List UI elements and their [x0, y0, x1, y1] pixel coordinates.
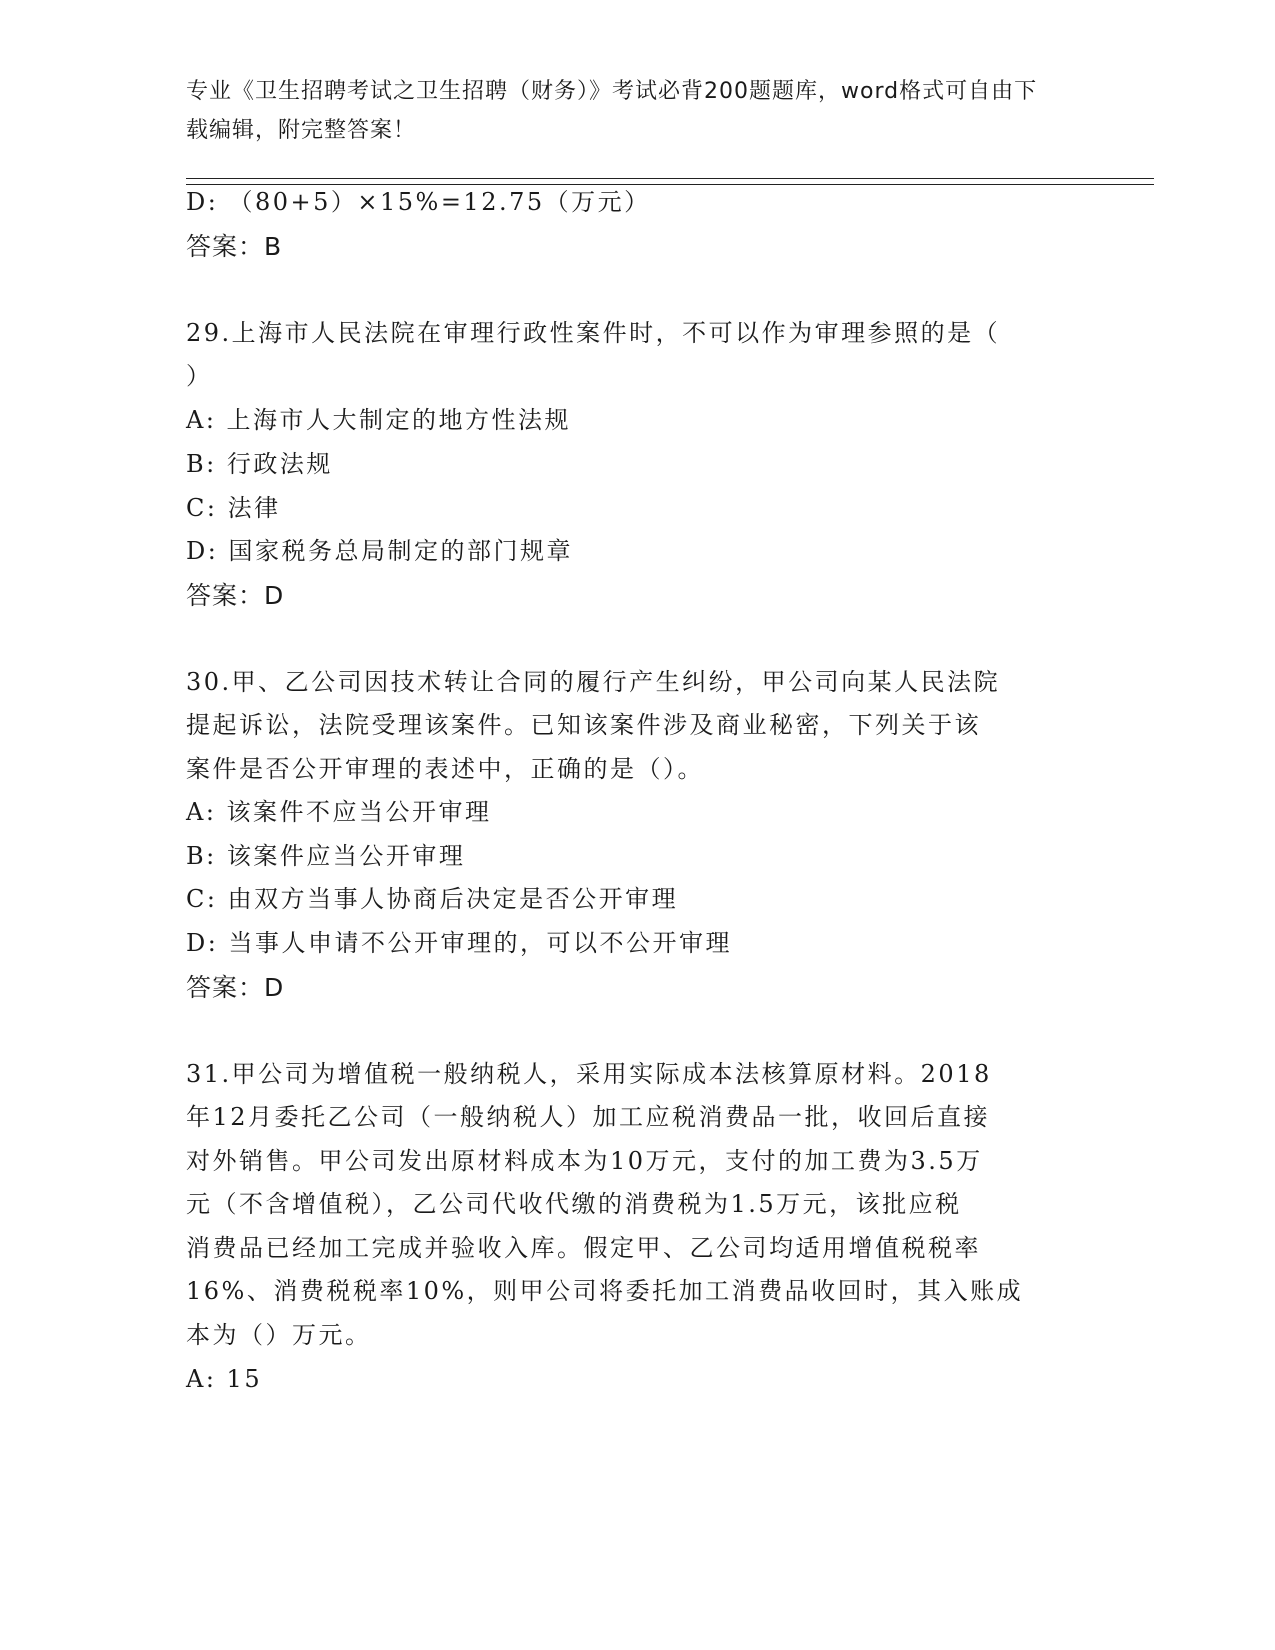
q29-answer: 答案：D — [186, 581, 285, 610]
q31-stem-line-5: 消费品已经加工完成并验收入库。假定甲、乙公司均适用增值税税率 — [186, 1234, 981, 1262]
q30-answer: 答案：D — [186, 973, 285, 1002]
q29-stem-line-1: 29.上海市人民法院在审理行政性案件时，不可以作为审理参照的是（ — [186, 319, 1001, 347]
q30-option-d: D: 当事人申请不公开审理的，可以不公开审理 — [186, 929, 732, 957]
q31-stem-line-2: 年12月委托乙公司（一般纳税人）加工应税消费品一批，收回后直接 — [186, 1103, 991, 1131]
prev-answer: 答案：B — [186, 232, 283, 261]
document-header: 专业《卫生招聘考试之卫生招聘（财务）》考试必背200题题库，word格式可自由下载编辑，附完整答案！ — [186, 79, 1038, 143]
q29-stem-line-2: ） — [186, 362, 213, 390]
q30-stem-line-3: 案件是否公开审理的表述中，正确的是（）。 — [186, 755, 704, 783]
q31-stem-line-3: 对外销售。甲公司发出原材料成本为10万元，支付的加工费为3.5万 — [186, 1147, 983, 1175]
q31-option-a: A: 15 — [186, 1365, 263, 1393]
q31-stem-line-6: 16%、消费税税率10%，则甲公司将委托加工消费品收回时，其入账成 — [186, 1277, 1024, 1305]
q31-stem-line-4: 元（不含增值税），乙公司代收代缴的消费税为1.5万元，该批应税 — [186, 1190, 962, 1218]
q31-stem-line-1: 31.甲公司为增值税一般纳税人，采用实际成本法核算原材料。2018 — [186, 1060, 992, 1088]
q30-option-a: A: 该案件不应当公开审理 — [186, 798, 492, 826]
q29-option-d: D: 国家税务总局制定的部门规章 — [186, 537, 573, 565]
q30-option-c: C: 由双方当事人协商后决定是否公开审理 — [186, 885, 679, 913]
q30-stem-line-1: 30.甲、乙公司因技术转让合同的履行产生纠纷，甲公司向某人民法院 — [186, 668, 1001, 696]
prev-option-d: D: （80+5）×15%=12.75（万元） — [186, 188, 651, 216]
q29-option-a: A: 上海市人大制定的地方性法规 — [186, 406, 572, 434]
q30-stem-line-2: 提起诉讼，法院受理该案件。已知该案件涉及商业秘密，下列关于该 — [186, 711, 981, 739]
q30-option-b: B: 该案件应当公开审理 — [186, 842, 466, 870]
header-rule-top — [186, 178, 1154, 179]
q29-option-c: C: 法律 — [186, 494, 281, 522]
q29-option-b: B: 行政法规 — [186, 450, 333, 478]
q31-stem-line-7: 本为（）万元。 — [186, 1321, 372, 1349]
